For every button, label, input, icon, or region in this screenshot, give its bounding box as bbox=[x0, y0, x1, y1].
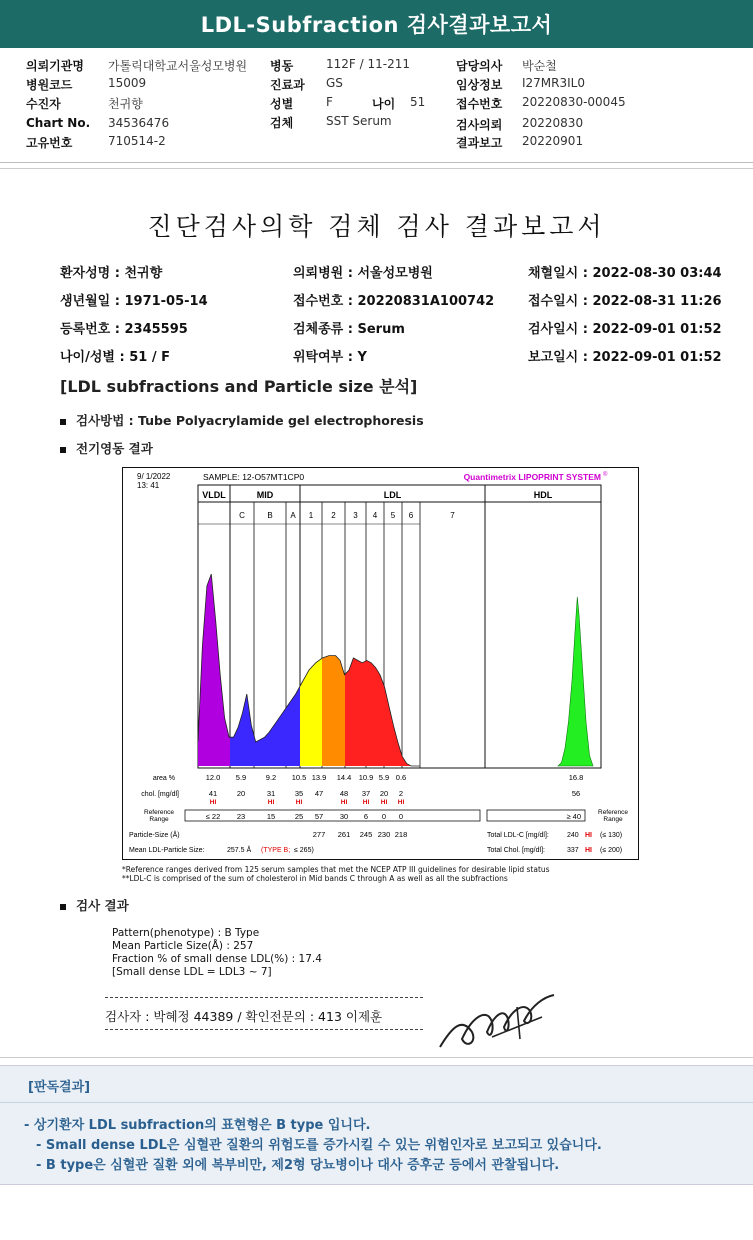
area-label: area % bbox=[152, 775, 175, 782]
chart-date: 9/ 1/2022 bbox=[137, 472, 171, 481]
curve-fill-2 bbox=[300, 658, 322, 766]
request-value: 20220830 bbox=[522, 116, 584, 130]
result-heading-line bbox=[60, 896, 129, 914]
area-value: 12.0 bbox=[205, 773, 221, 782]
bullet-icon bbox=[60, 447, 66, 453]
code-value: 15009 bbox=[108, 76, 147, 90]
curve-fill-1 bbox=[230, 686, 300, 766]
chol-hi-flag: HI bbox=[340, 799, 348, 806]
reference-value: 15 bbox=[266, 812, 276, 821]
group-label-hdl: HDL bbox=[533, 490, 553, 500]
total-ldl-flag: HI bbox=[585, 832, 592, 839]
report-title: 진단검사의학 검체 검사 결과보고서 bbox=[147, 212, 606, 241]
chol-hi-flag: HI bbox=[397, 799, 405, 806]
area-value: 13.9 bbox=[311, 773, 327, 782]
received-time: 접수일시 : 2022-08-31 11:26 bbox=[528, 294, 722, 309]
area-value: 0.6 bbox=[395, 773, 407, 782]
hdl-reference-value: ≥ 40 bbox=[566, 812, 581, 821]
area-value: 10.5 bbox=[291, 773, 307, 782]
band-label-3: 3 bbox=[353, 511, 358, 520]
group-label-vldl: VLDL bbox=[202, 490, 226, 500]
band-label-B: B bbox=[267, 511, 273, 520]
sex-label: 성별 bbox=[270, 97, 294, 111]
particle-size-value: 230 bbox=[377, 830, 391, 839]
result-mean-size: Mean Particle Size(Å) : 257 bbox=[112, 940, 254, 952]
total-chol-flag: HI bbox=[585, 847, 592, 854]
particle-size-value: 277 bbox=[312, 830, 326, 839]
reference-box bbox=[185, 810, 480, 821]
chol-hi-flag: HI bbox=[362, 799, 370, 806]
total-ldl-value: 240 bbox=[567, 832, 579, 839]
curve-fill-4 bbox=[345, 658, 420, 766]
patient-value: 천귀향 bbox=[108, 97, 143, 111]
chart-time: 13: 41 bbox=[137, 481, 160, 490]
band-label-6: 6 bbox=[408, 511, 414, 520]
id-value: 710514-2 bbox=[108, 134, 166, 148]
chol-value: 35 bbox=[294, 789, 304, 798]
result-fraction: Fraction % of small dense LDL(%) : 17.4 bbox=[112, 953, 322, 965]
chol-hi-flag: HI bbox=[267, 799, 275, 806]
band-label-2: 2 bbox=[331, 511, 336, 520]
chol-value: 20 bbox=[379, 789, 389, 798]
result-heading: 검사 결과 bbox=[76, 898, 129, 913]
patient-label: 수진자 bbox=[26, 97, 61, 111]
chol-hi-flag: HI bbox=[295, 799, 303, 806]
particle-size-value: 218 bbox=[394, 830, 408, 839]
curve-fill-3 bbox=[322, 656, 345, 766]
mean-size-label: Mean LDL-Particle Size: bbox=[129, 847, 205, 854]
hdl-area-value: 16.8 bbox=[568, 773, 584, 782]
electrophoresis-line bbox=[60, 439, 153, 457]
chart-sample: SAMPLE: 12-O57MT1CP0 bbox=[203, 472, 305, 482]
area-value: 14.4 bbox=[336, 773, 352, 782]
area-value: 5.9 bbox=[378, 773, 390, 782]
report-label: 결과보고 bbox=[456, 136, 503, 150]
id-label: 고유번호 bbox=[26, 136, 73, 150]
sex-value: F bbox=[326, 95, 333, 109]
chart-label: Chart No. bbox=[26, 116, 91, 130]
reference-value: 23 bbox=[236, 812, 246, 821]
result-definition: [Small dense LDL = LDL3 ~ 7] bbox=[112, 966, 272, 978]
chol-label: chol. [mg/dl] bbox=[141, 791, 179, 798]
tested-time: 검사일시 : 2022-09-01 01:52 bbox=[528, 322, 722, 337]
doctor-value: 박순철 bbox=[522, 59, 557, 73]
footnote-1: *Reference ranges derived from 125 serum samples that met the NCEP ATP III guidelines for desirable lipid status bbox=[122, 865, 550, 874]
specimen-type: 검체종류 : Serum bbox=[293, 322, 405, 337]
hospital-value: 가톨릭대학교서울성모병원 bbox=[108, 59, 248, 73]
reference-right-2: Range bbox=[603, 816, 623, 823]
interpretation-line-1: - 상기환자 LDL subfraction의 표현형은 B type 입니다. bbox=[24, 1118, 371, 1133]
band-label-A: A bbox=[290, 511, 296, 520]
reference-label-2: Range bbox=[149, 816, 169, 823]
group-label-ldl: LDL bbox=[383, 490, 402, 500]
particle-size-value: 261 bbox=[337, 830, 351, 839]
band-label-1: 1 bbox=[308, 511, 314, 520]
specimen-label: 검체 bbox=[270, 116, 294, 130]
divider bbox=[0, 162, 753, 163]
footnote-2: **LDL-C is comprised of the sum of cholesterol in Mid bands C through A as well as all the subfractions bbox=[122, 874, 508, 883]
analysis-section-title: [LDL subfractions and Particle size 분석] bbox=[60, 377, 418, 396]
chol-hi-flag: HI bbox=[209, 799, 217, 806]
interpretation-panel bbox=[0, 1065, 753, 1185]
requesting-hospital: 의뢰병원 : 서울성모병원 bbox=[293, 266, 433, 281]
chol-value: 37 bbox=[361, 789, 371, 798]
chol-value: 41 bbox=[208, 789, 218, 798]
request-label: 검사의뢰 bbox=[456, 118, 503, 132]
plot-frame bbox=[198, 485, 601, 768]
hospital-label: 의뢰기관명 bbox=[26, 59, 84, 73]
total-ldl-limit: (≤ 130) bbox=[600, 832, 623, 839]
lipoprint-chart bbox=[122, 467, 639, 860]
age-value: 51 bbox=[410, 95, 426, 109]
interpretation-line-3: - B type은 심혈관 질환 외에 복부비만, 제2형 당뇨병이나 대사 증후군 등에서 관찰됩니다. bbox=[36, 1158, 560, 1173]
mean-size-type: (TYPE B; bbox=[261, 847, 291, 854]
doctor-label: 담당의사 bbox=[456, 59, 503, 73]
receipt-label: 접수번호 bbox=[456, 97, 503, 111]
footnotes bbox=[122, 865, 550, 883]
reference-value: 6 bbox=[363, 812, 369, 821]
signer-line: 검사자 : 박혜정 44389 / 확인전문의 : 413 이제훈 bbox=[105, 1009, 383, 1024]
specimen-value: SST Serum bbox=[326, 114, 392, 128]
reported-time: 보고일시 : 2022-09-01 01:52 bbox=[528, 350, 722, 365]
consignment: 위탁여부 : Y bbox=[293, 350, 367, 365]
birth-date: 생년월일 : 1971-05-14 bbox=[60, 294, 208, 309]
mean-size-value: 257.5 Å bbox=[227, 847, 252, 854]
clinical-value: I27MR3IL0 bbox=[522, 76, 585, 90]
result-pattern: Pattern(phenotype) : B Type bbox=[112, 927, 260, 939]
chol-value: 31 bbox=[266, 789, 276, 798]
dept-value: GS bbox=[326, 76, 343, 90]
bullet-icon bbox=[60, 904, 66, 910]
electrophoresis-text: 전기영동 결과 bbox=[76, 441, 153, 456]
code-label: 병원코드 bbox=[26, 78, 73, 92]
interpretation-heading: [판독결과] bbox=[28, 1080, 91, 1095]
chart-system-title: Quantimetrix LIPOPRINT SYSTEM bbox=[463, 472, 601, 482]
reference-value: 25 bbox=[294, 812, 304, 821]
total-chol-value: 337 bbox=[567, 847, 579, 854]
band-label-7: 7 bbox=[450, 511, 455, 520]
bullet-icon bbox=[60, 419, 66, 425]
registered-mark-icon: ® bbox=[603, 472, 608, 478]
hdl-chol-value: 56 bbox=[571, 789, 581, 798]
chol-value: 48 bbox=[339, 789, 349, 798]
dept-label: 진료과 bbox=[270, 78, 305, 92]
method-text: 검사방법 : Tube Polyacrylamide gel electrophoresis bbox=[76, 413, 424, 428]
hdl-peak bbox=[558, 597, 593, 766]
panel-divider bbox=[0, 1102, 753, 1103]
reference-value: 30 bbox=[339, 812, 349, 821]
reference-value: ≤ 22 bbox=[205, 812, 221, 821]
interpretation-line-2: - Small dense LDL은 심혈관 질환의 위험도를 증가시킬 수 있는 위험인자로 보고되고 있습니다. bbox=[36, 1138, 602, 1153]
particle-size-value: 245 bbox=[359, 830, 373, 839]
band-label-C: C bbox=[239, 511, 245, 520]
patient-name: 환자성명 : 천귀향 bbox=[60, 266, 163, 281]
lipoprint-svg bbox=[123, 468, 640, 861]
area-value: 10.9 bbox=[358, 773, 374, 782]
total-chol-label: Total Chol. [mg/dl]: bbox=[487, 847, 545, 854]
registration-no: 등록번호 : 2345595 bbox=[60, 322, 188, 337]
result-block bbox=[112, 927, 322, 979]
receipt-value: 20220830-00045 bbox=[522, 95, 626, 109]
age-sex: 나이/성별 : 51 / F bbox=[60, 350, 171, 365]
ward-value: 112F / 11-211 bbox=[326, 57, 410, 71]
clinical-label: 임상정보 bbox=[456, 78, 503, 92]
receipt-no: 접수번호 : 20220831A100742 bbox=[293, 294, 495, 309]
signature-divider-bottom bbox=[105, 1029, 423, 1030]
report-header-title: LDL-Subfraction 검사결과보고서 bbox=[0, 0, 753, 48]
scanned-report bbox=[0, 168, 753, 1058]
area-value: 9.2 bbox=[265, 773, 277, 782]
chol-value: 2 bbox=[398, 789, 404, 798]
reference-right-1: Reference bbox=[598, 809, 628, 816]
report-value: 20220901 bbox=[522, 134, 584, 148]
reference-value: 0 bbox=[398, 812, 404, 821]
band-label-4: 4 bbox=[372, 511, 378, 520]
collection-time: 채혈일시 : 2022-08-30 03:44 bbox=[528, 266, 722, 281]
reference-value: 57 bbox=[314, 812, 324, 821]
chol-hi-flag: HI bbox=[380, 799, 388, 806]
particle-size-label: Particle-Size (Å) bbox=[129, 832, 180, 839]
method-line bbox=[60, 411, 424, 429]
signature-divider-top bbox=[105, 997, 423, 998]
reference-value: 0 bbox=[381, 812, 387, 821]
area-value: 5.9 bbox=[235, 773, 247, 782]
ward-label: 병동 bbox=[270, 59, 294, 73]
signature-image bbox=[432, 987, 562, 1057]
total-ldl-label: Total LDL-C [mg/dl]: bbox=[487, 832, 549, 839]
chol-value: 47 bbox=[314, 789, 324, 798]
band-label-5: 5 bbox=[390, 511, 396, 520]
chol-value: 20 bbox=[236, 789, 246, 798]
chart-value: 34536476 bbox=[108, 116, 170, 130]
group-label-mid: MID bbox=[256, 490, 274, 500]
mean-size-limit: ≤ 265) bbox=[294, 847, 314, 854]
total-chol-limit: (≤ 200) bbox=[600, 847, 623, 854]
age-label: 나이 bbox=[372, 97, 396, 111]
reference-label-1: Reference bbox=[144, 809, 174, 816]
